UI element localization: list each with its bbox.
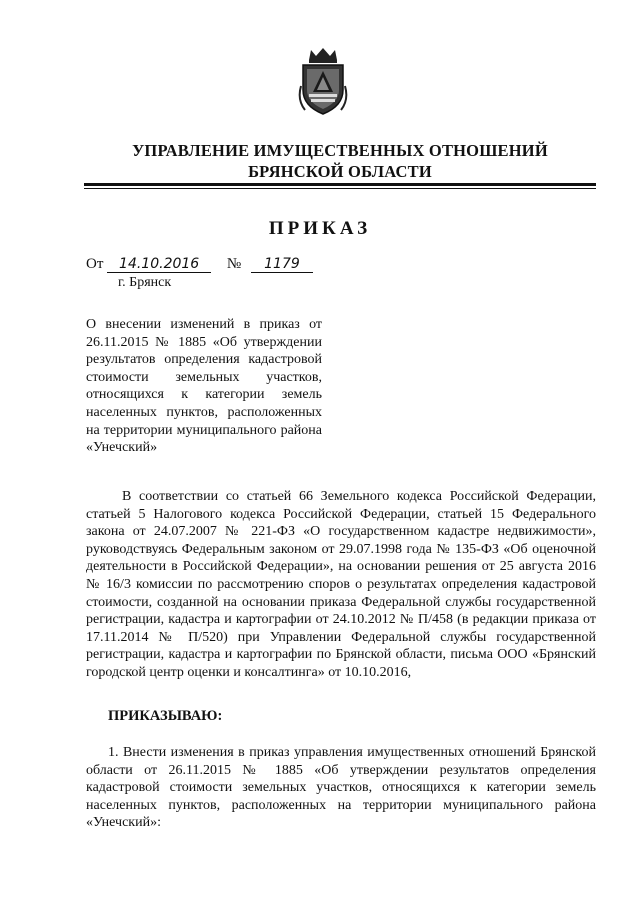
order-item-1: [86, 744, 596, 832]
header-divider-thick: [84, 183, 596, 186]
date-prefix: От: [86, 256, 104, 272]
organization-title: [84, 140, 596, 182]
organization-title-line2: БРЯНСКОЙ ОБЛАСТИ: [248, 162, 432, 181]
organization-title-line1: УПРАВЛЕНИЕ ИМУЩЕСТВЕННЫХ ОТНОШЕНИЙ: [132, 141, 548, 160]
document-title: ПРИКАЗ: [268, 218, 372, 239]
order-heading: ПРИКАЗЫВАЮ:: [108, 708, 223, 724]
coat-of-arms-icon: [297, 46, 349, 118]
city: г. Брянск: [118, 275, 172, 290]
date-number-line: [86, 256, 313, 273]
number-value: 1179: [251, 256, 313, 273]
order-item-1-text: 1. Внести изменения в приказ управления имущественных отношений Брянской области от 26.11.2015 № 1885 «Об утверждении результатов определения кадастровой стоимости земельных участков, относящихся к категории земель населенных пунктов, расположенных на территории муниципального района «Унечский»:: [86, 745, 596, 831]
subject-block: О внесении изменений в приказ от 26.11.2015 № 1885 «Об утверждении результатов определения кадастровой стоимости земельных участков, относящихся к категории земель населенных пунктов, расположенных на территории муниципального района «Унечский»: [86, 317, 322, 456]
number-sign: №: [226, 256, 242, 272]
header-divider-thin: [84, 188, 596, 189]
date-value: 14.10.2016: [107, 256, 211, 273]
preamble-text: В соответствии со статьей 66 Земельного кодекса Российской Федерации, статьей 5 Налогового кодекса Российской Федерации, статьей 15 Федерального закона от 24.07.2007 № 221-ФЗ «О государственном кадастре недвижимости», руководствуясь Федеральным законом от 29.07.1998 года № 135-ФЗ «Об оценочной деятельности в Российской Федерации», на основании решения от 25 августа 2016 № 16/3 комиссии по рассмотрению споров о результатах определения кадастровой стоимости, созданной на основании приказа Федеральной службы государственной регистрации, кадастра и картографии от 24.10.2012 № П/458 (в редакции приказа от 17.11.2014 № П/520) при Управлении Федеральной службы государственной регистрации, кадастра и картографии по Брянской области, письма ООО «Брянский городской центр оценки и консалтинга» от 10.10.2016,: [86, 489, 596, 680]
preamble-paragraph: [86, 488, 596, 682]
